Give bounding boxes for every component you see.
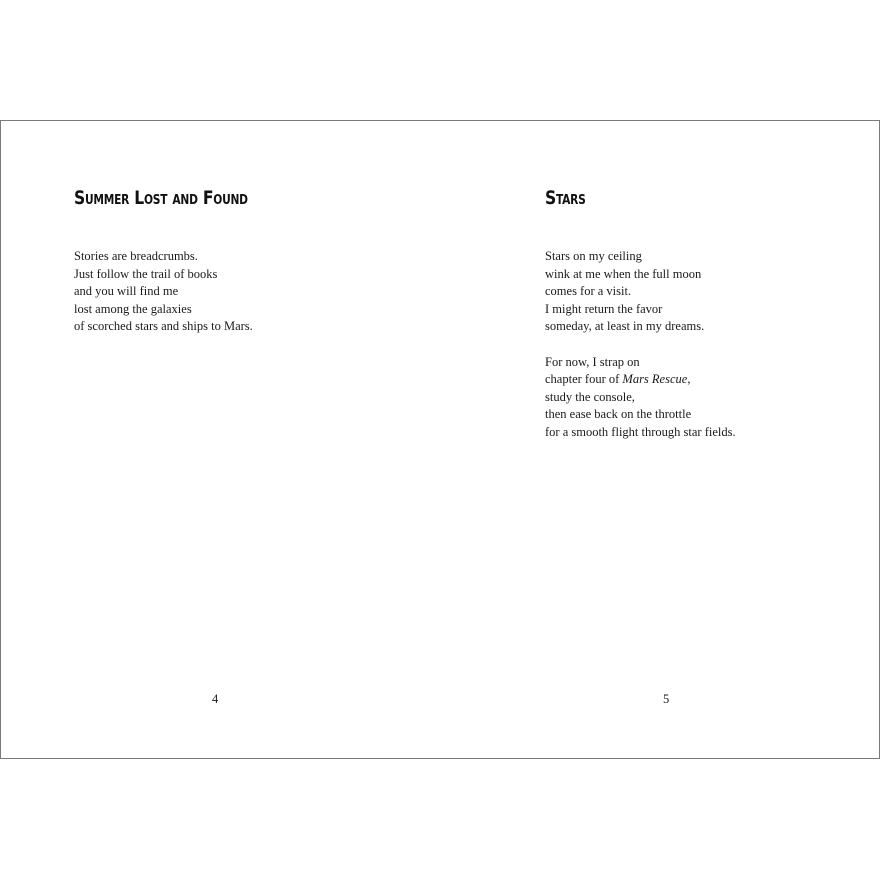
poem-line: someday, at least in my dreams. <box>545 319 705 334</box>
line-text: chapter four of <box>545 372 623 387</box>
poem-line: Stars on my ceiling <box>545 249 642 263</box>
page-number: 4 <box>212 692 219 706</box>
poem-body <box>545 248 736 459</box>
book-title: Mars Rescue <box>622 372 688 387</box>
poem-line: then ease back on the throttle <box>545 407 692 422</box>
right-page <box>440 121 879 758</box>
line-text: , <box>687 372 691 387</box>
page-number: 5 <box>663 692 670 706</box>
poem-line: lost among the galaxies <box>74 301 192 316</box>
poem-line: wink at me when the full moon <box>545 266 702 281</box>
poem-line: Stories are breadcrumbs. <box>74 249 198 263</box>
poem-title: Stars <box>545 187 586 209</box>
book-spread <box>0 120 880 759</box>
poem-line: for a smooth flight through star fields. <box>545 424 736 439</box>
left-page <box>1 121 440 758</box>
poem-line: Just follow the trail of books <box>74 266 218 281</box>
poem-line: I might return the favor <box>545 301 663 316</box>
stanza <box>545 248 736 336</box>
poem-line: comes for a visit. <box>545 284 632 299</box>
poem-title: Summer Lost and Found <box>74 187 248 209</box>
poem-line: study the console, <box>545 389 635 404</box>
poem-line: For now, I strap on <box>545 354 640 369</box>
poem-line: of scorched stars and ships to Mars. <box>74 319 253 334</box>
poem-body <box>74 248 253 354</box>
stanza <box>545 354 736 442</box>
stanza <box>74 248 253 336</box>
poem-line <box>545 371 736 389</box>
poem-line: and you will find me <box>74 284 179 299</box>
